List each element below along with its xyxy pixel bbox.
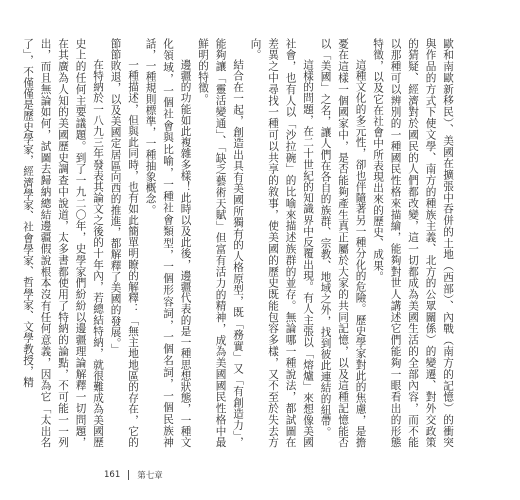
paragraph: 邊疆的功能如此複雜多樣！此時以及此後，邊疆代表的是一種思想狀態，一種文化領域，一個社會與比喻，一種社會類型，一個形容詞，一個名詞，一個民族神話，一種規則標準，一種抽象概念。 <box>144 38 192 448</box>
page-footer <box>104 469 163 481</box>
paragraph: 這樣的問題，在二十世紀的知識界中反覆出現。有人主張以「熔爐」來想像美國社會，也有人以「沙拉碗」的比喻來描述族群的並存。無論哪一種說法，都試圖在差異之中尋找一種可以共享的敘事，使美國的歷史既能包容多樣，又不至於失去方向。 <box>249 38 314 448</box>
vertical-text-body <box>22 38 456 448</box>
paragraph: 這種文化的多元性，卻也伴隨著另一種分化的危險。歷史學家對此的焦慮，是擔憂在這樣一個國家中，是否能夠產生真正屬於大家的共同記憶，以及這種記憶能否以「美國」之名，讓人們在各自的族群、宗教、地域之外，找到彼此連結的紐帶。 <box>319 38 367 448</box>
chapter-label: 第七章 <box>137 471 163 481</box>
paragraph: 歐和南歐新移民）、美國在擴張中吞併的土地（西部）、內戰（南方的記憶）的衝突與作品的方式下使文學、南方的種族主義、北方的公眾關係）的變遷、對外交政策的猜疑、經濟對於國民的人們都改變，這一切都成為美國生活的全部內容，而不能以那種可以辨別的一種國民性格來描繪，能夠對世人講述它們能夠一眼看出的形態特徵，以及它在社會中所表現出來的歷史、成果。 <box>372 38 454 448</box>
paragraph: 在特納於一八九三年發表其論文之後的十年內，若總結特納，就很難成為美國歷史上的任何主要議題。到了一九二〇年，史學家們紛紛以邊疆理論解釋一切問題，在其廣為人知的美國歷史調查中說道，太多書都使用了特納的論點，不可能一一列出，而且無論如何，試圖去歸納總結邊疆假說根本沒有任何意義，因為它「太出名了」，不僅僅是歷史學家，經濟學家、社會學家、哲學家、文學教授，精 <box>22 38 104 448</box>
paragraph: 一種描述，但與此同時，也有如此簡單明瞭的解釋：「無主地地區的存在，它的節節敗退，以及美國定居區向西的推進，都解釋了美國的發展。」 <box>109 38 139 448</box>
footer-divider <box>128 470 129 480</box>
paragraph: 結合在一起，創造出具有美國所獨有的人格原型，既「務實」又「有創造力」，能夠讓「靈活變通」、「缺乏藝術天賦」但富有活力的精神，成為美國國民性格中最鮮明的特徵。 <box>197 38 244 448</box>
page-number: 161 <box>104 470 121 480</box>
